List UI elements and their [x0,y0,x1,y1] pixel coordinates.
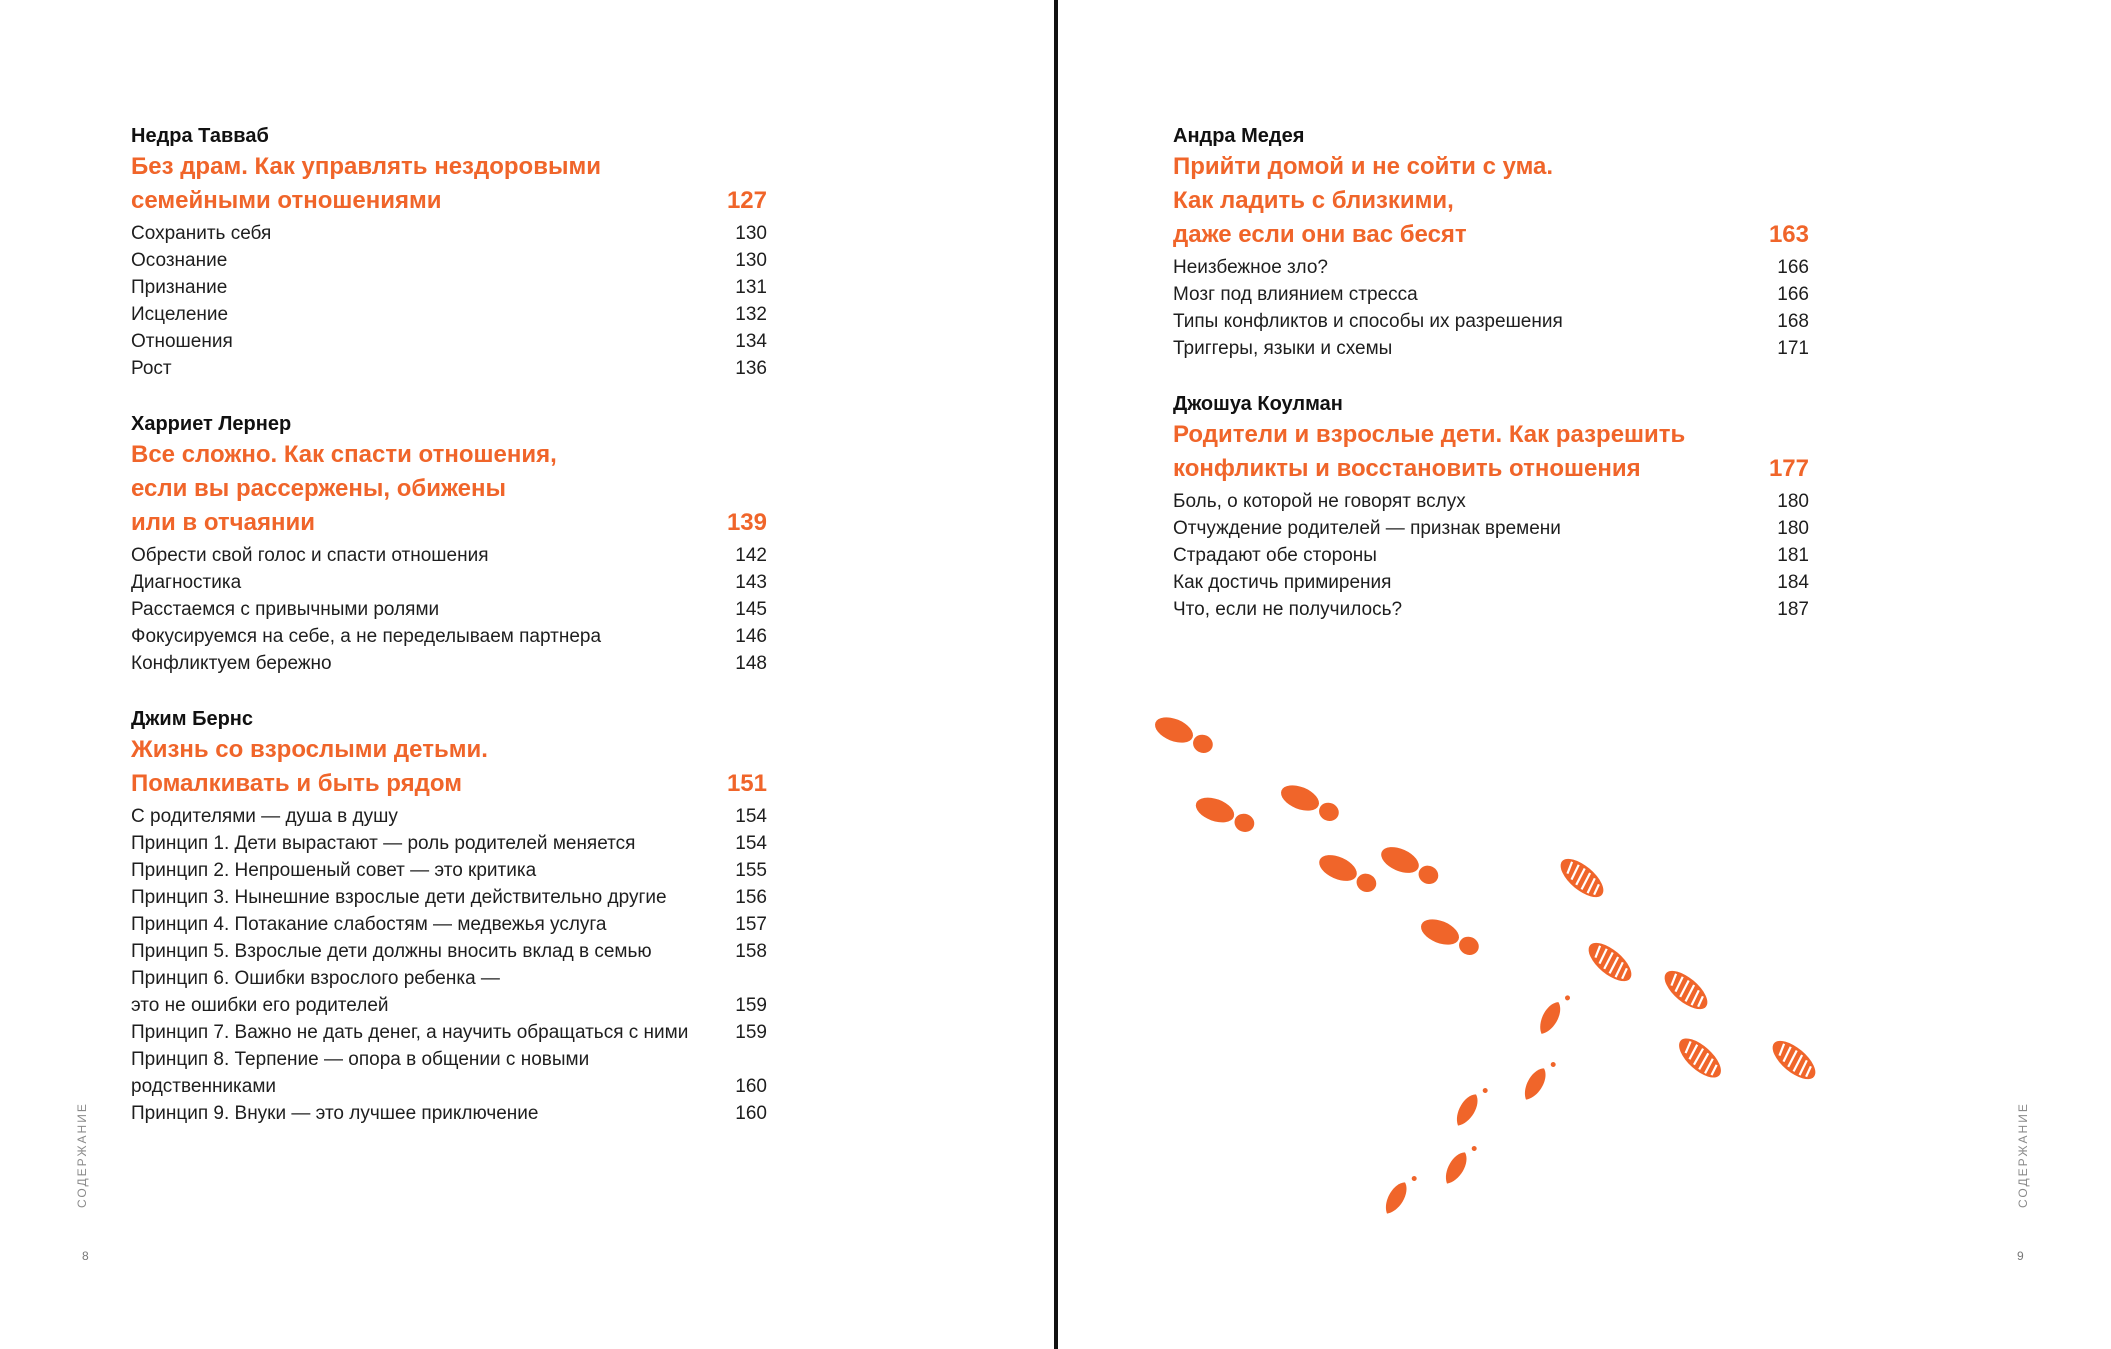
toc-entry-page: 159 [735,995,767,1016]
toc-entry[interactable] [131,965,767,1019]
chapter-title: Родители и взрослые дети. Как разрешить конфликты и восстановить отношения [1173,421,1686,482]
footprint-icon [1452,1082,1489,1130]
toc-entry-page: 154 [735,806,767,827]
toc-chapter [1173,390,1809,623]
toc-right-column [1173,122,1809,651]
chapter-title: Все сложно. Как спасти отношения, если вы рассержены, обижены или в отчаянии [131,441,557,536]
toc-entry[interactable] [131,857,767,884]
toc-entry-label: Конфликтуем бережно [131,653,332,674]
footprint-icon [1377,842,1443,887]
toc-entry-label: Признание [131,277,228,298]
toc-entry[interactable] [1173,488,1809,515]
toc-entry[interactable] [1173,281,1809,308]
section-list [131,220,767,382]
toc-entry-label: Что, если не получилось? [1173,599,1403,620]
toc-entry-label: Неизбежное зло? [1173,257,1328,278]
toc-entry-page: 180 [1777,491,1809,512]
toc-entry-label: Боль, о которой не говорят вслух [1173,491,1466,512]
toc-entry-label: Принцип 2. Непрошеный совет — это критика [131,860,537,881]
toc-entry-label: Мозг под влиянием стресса [1173,284,1418,305]
toc-entry-label: Принцип 4. Потакание слабостям — медвежья услуга [131,914,607,935]
toc-entry-page: 166 [1777,257,1809,278]
footprint-icon [1315,850,1381,895]
toc-entry-label: Принцип 3. Нынешние взрослые дети действительно другие [131,887,667,908]
toc-entry-label: Принцип 6. Ошибки взрослого ребенка — это не ошибки его родителей [131,968,500,1016]
page-number: 9 [2017,1249,2024,1263]
chapter-page-number: 139 [726,509,767,536]
chapter-title-row[interactable] [1173,150,1809,252]
toc-entry[interactable] [1173,308,1809,335]
chapter-title-row[interactable] [1173,418,1809,486]
footprint-icon [1417,914,1483,958]
toc-entry[interactable] [131,569,767,596]
toc-entry-label: Принцип 5. Взрослые дети должны вносить вклад в семью [131,941,652,962]
chapter-title: Прийти домой и не сойти с ума. Как ладить с близкими, даже если они вас бесят [1173,153,1554,248]
toc-entry-label: Фокусируемся на себе, а не переделываем партнера [131,626,602,647]
toc-entry[interactable] [1173,335,1809,362]
toc-entry[interactable] [1173,515,1809,542]
toc-entry-page: 160 [735,1103,767,1124]
section-list [131,542,767,677]
toc-entry[interactable] [131,1100,767,1127]
toc-entry[interactable] [1173,569,1809,596]
toc-chapter [131,410,767,677]
toc-entry-page: 142 [735,545,767,566]
section-list [1173,254,1809,362]
toc-entry-label: Отчуждение родителей — признак времени [1173,518,1561,539]
toc-entry[interactable] [131,1046,767,1100]
toc-entry[interactable] [131,884,767,911]
chapter-title-row[interactable] [131,150,767,218]
toc-entry-page: 187 [1777,599,1809,620]
toc-entry-page: 154 [735,833,767,854]
toc-left-column [131,122,767,1155]
chapter-author: Андра Медея [1173,125,1305,147]
chapter-page-number: 163 [1768,221,1809,248]
toc-entry-label: Расстаемся с привычными ролями [131,599,440,620]
toc-entry-page: 146 [735,626,767,647]
toc-entry-label: Принцип 7. Важно не дать денег, а научить обращаться с ними [131,1022,689,1043]
toc-entry-label: Принцип 8. Терпение — опора в общении с новыми родственниками [131,1049,590,1097]
toc-entry-page: 155 [735,860,767,881]
running-head: СОДЕРЖАНИЕ [75,1102,89,1208]
chapter-page-number: 127 [726,187,767,214]
toc-entry-label: Диагностика [131,572,242,593]
footprint-icon [1766,1034,1821,1086]
chapter-author: Харриет Лернер [131,413,292,435]
toc-entry[interactable] [131,911,767,938]
toc-entry-label: Принцип 9. Внуки — это лучшее приключение [131,1103,539,1124]
toc-entry[interactable] [131,247,767,274]
toc-entry[interactable] [1173,596,1809,623]
toc-entry-page: 132 [735,304,767,325]
running-head: СОДЕРЖАНИЕ [2016,1102,2030,1208]
toc-entry[interactable] [131,274,767,301]
footprint-icon [1535,989,1571,1038]
toc-entry-label: Типы конфликтов и способы их разрешения [1173,311,1563,332]
toc-entry-page: 180 [1777,518,1809,539]
toc-entry[interactable] [131,1019,767,1046]
toc-entry-page: 156 [735,887,767,908]
chapter-author: Джим Бернс [131,708,253,730]
toc-entry[interactable] [131,301,767,328]
footprint-icon [1381,1170,1418,1218]
page-number: 8 [82,1249,89,1263]
footprint-icon [1673,1032,1728,1085]
section-list [1173,488,1809,623]
toc-entry[interactable] [131,596,767,623]
footprint-icon [1192,793,1258,835]
chapter-title: Без драм. Как управлять нездоровыми семейными отношениями [131,153,601,214]
toc-entry-page: 184 [1777,572,1809,593]
toc-chapter [131,122,767,382]
toc-entry-page: 143 [735,572,767,593]
toc-entry[interactable] [131,355,767,382]
toc-entry-page: 159 [735,1022,767,1043]
book-spine-divider [1054,0,1058,1349]
footprint-icon [1520,1056,1557,1104]
toc-entry[interactable] [131,938,767,965]
toc-entry-page: 157 [735,914,767,935]
footprint-icon [1582,936,1637,988]
toc-entry[interactable] [1173,254,1809,281]
toc-entry-label: Триггеры, языки и схемы [1173,338,1393,359]
toc-entry-page: 160 [735,1076,767,1097]
toc-chapter [131,705,767,1127]
toc-entry-page: 148 [735,653,767,674]
chapter-page-number: 151 [726,770,767,797]
section-list [131,803,767,1127]
toc-entry-label: Обрести свой голос и спасти отношения [131,545,489,566]
toc-entry-page: 130 [735,223,767,244]
footprint-icon [1277,780,1343,824]
chapter-title-row[interactable] [131,733,767,801]
toc-entry-label: Отношения [131,331,233,352]
toc-entry-page: 168 [1777,311,1809,332]
toc-entry-label: Как достичь примирения [1173,572,1392,593]
toc-entry[interactable] [131,830,767,857]
toc-entry[interactable] [131,542,767,569]
toc-entry-page: 131 [735,277,767,298]
chapter-author: Недра Тавваб [131,125,269,147]
toc-entry-page: 171 [1777,338,1809,359]
toc-entry-label: Принцип 1. Дети вырастают — роль родителей меняется [131,833,636,854]
toc-entry-page: 130 [735,250,767,271]
chapter-title-row[interactable] [131,438,767,540]
toc-entry-page: 158 [735,941,767,962]
toc-entry-page: 145 [735,599,767,620]
toc-chapter [1173,122,1809,362]
chapter-page-number: 177 [1768,455,1809,482]
toc-entry[interactable] [131,803,767,830]
toc-entry-page: 136 [735,358,767,379]
toc-entry-label: С родителями — душа в душу [131,806,398,827]
toc-entry-page: 166 [1777,284,1809,305]
toc-entry-label: Исцеление [131,304,229,325]
toc-entry-label: Осознание [131,250,228,271]
toc-entry[interactable] [131,328,767,355]
toc-entry-page: 134 [735,331,767,352]
toc-entry-label: Страдают обе стороны [1173,545,1377,566]
chapter-author: Джошуа Коулман [1173,393,1343,415]
footprint-icon [1441,1140,1478,1188]
toc-entry[interactable] [131,220,767,247]
toc-entry[interactable] [131,650,767,677]
footprint-icon [1658,964,1713,1016]
toc-entry[interactable] [131,623,767,650]
footprints-illustration [1130,700,1920,1240]
footprint-icon [1151,712,1217,756]
toc-entry[interactable] [1173,542,1809,569]
footprint-icon [1554,852,1609,904]
toc-entry-label: Сохранить себя [131,223,272,244]
chapter-title: Жизнь со взрослыми детьми. Помалкивать и быть рядом [131,736,488,797]
toc-entry-label: Рост [131,358,172,379]
toc-entry-page: 181 [1777,545,1809,566]
